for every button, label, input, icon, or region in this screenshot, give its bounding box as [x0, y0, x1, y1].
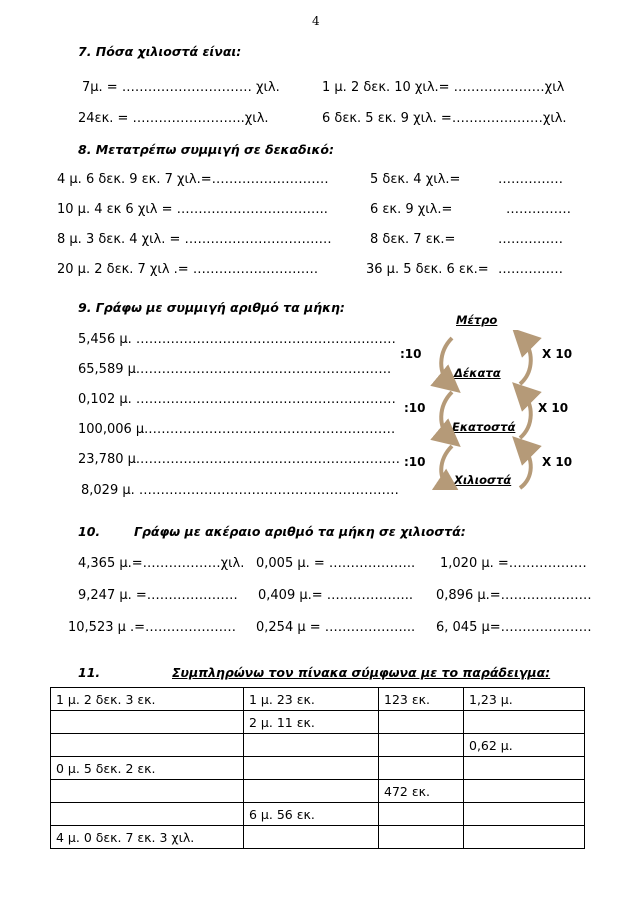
ex8-left-line-1: 4 μ. 6 δεκ. 9 εκ. 7 χιλ.=………………………: [57, 172, 329, 187]
ex8-right-line-1: 5 δεκ. 4 χιλ.=: [370, 172, 461, 187]
diagram-divide-1: :10: [400, 347, 422, 361]
ex8-blank-2: ……………: [506, 202, 571, 217]
ex11-number: 11.: [78, 665, 101, 680]
table-cell: [464, 757, 585, 780]
table-cell: 6 μ. 56 εκ.: [244, 803, 379, 826]
table-cell: [51, 734, 244, 757]
table-cell: [244, 826, 379, 849]
page-number: 4: [312, 14, 320, 28]
table-cell: [464, 826, 585, 849]
table-cell: [51, 711, 244, 734]
ex9-item-5: 23,780 μ.……………………………………………………: [78, 452, 401, 467]
ex9-item-2: 65,589 μ.………………………………………………….: [78, 362, 392, 377]
ex7-title: 7. Πόσα χιλιοστά είναι:: [78, 44, 242, 59]
conversion-arrows: [430, 330, 545, 490]
arrow-down-2: [441, 392, 452, 438]
diagram-label-metro: Μέτρο: [456, 313, 498, 327]
ex9-title: 9. Γράφω με συμμιγή αριθμό τα μήκη:: [78, 300, 345, 315]
diagram-label-dekata: Δέκατα: [454, 366, 501, 380]
ex10-col2-line-1: 0,005 μ. = ………………..: [256, 556, 416, 571]
ex10-col3-line-1: 1,020 μ. =………………: [440, 556, 587, 571]
ex11-title: Συμπληρώνω τον πίνακα σύμφωνα με το παράδειγμα:: [172, 665, 551, 680]
table-row: [51, 711, 585, 734]
ex10-col2-line-3: 0,254 μ = ………………...: [256, 620, 416, 635]
table-cell: 0 μ. 5 δεκ. 2 εκ.: [51, 757, 244, 780]
diagram-multiply-3: Χ 10: [542, 455, 573, 469]
table-row: [51, 826, 585, 849]
table-cell: 4 μ. 0 δεκ. 7 εκ. 3 χιλ.: [51, 826, 244, 849]
diagram-divide-2: :10: [404, 401, 426, 415]
ex7-right-line-1: 1 μ. 2 δεκ. 10 χιλ.= …………………χιλ: [322, 80, 565, 95]
table-cell: 1,23 μ.: [464, 688, 585, 711]
ex8-right-line-2: 6 εκ. 9 χιλ.=: [370, 202, 453, 217]
ex10-col1-line-3: 10,523 μ .=…………………: [68, 620, 237, 635]
arrow-down-3: [441, 446, 452, 488]
conversion-table: [50, 687, 585, 849]
table-cell: [244, 757, 379, 780]
table-cell: [51, 780, 244, 803]
table-cell: [379, 711, 464, 734]
ex10-title: Γράφω με ακέραιο αριθμό τα μήκη σε χιλιοστά:: [134, 524, 466, 539]
table-row: [51, 803, 585, 826]
ex9-item-1: 5,456 μ. ……………………………………………………: [78, 332, 396, 347]
ex10-col1-line-2: 9,247 μ. =…………………: [78, 588, 238, 603]
ex9-item-6: 8,029 μ. ……………………………………………………: [81, 483, 399, 498]
ex8-left-line-3: 8 μ. 3 δεκ. 4 χιλ. = ………………………….…: [57, 232, 332, 247]
ex8-right-line-4: 36 μ. 5 δεκ. 6 εκ.=: [366, 262, 489, 277]
table-cell: [379, 826, 464, 849]
table-cell: 472 εκ.: [379, 780, 464, 803]
diagram-multiply-1: Χ 10: [542, 347, 573, 361]
table-cell: [464, 780, 585, 803]
ex10-col3-line-3: 6, 045 μ=…………………: [436, 620, 592, 635]
ex10-number: 10.: [78, 524, 101, 539]
ex7-right-line-2: 6 δεκ. 5 εκ. 9 χιλ. =…………………χιλ.: [322, 111, 567, 126]
table-row: [51, 734, 585, 757]
ex8-blank-4: ……………: [498, 262, 563, 277]
table-cell: [464, 803, 585, 826]
arrow-down-1: [441, 338, 452, 384]
ex8-title: 8. Μετατρέπω συμμιγή σε δεκαδικό:: [78, 142, 334, 157]
ex10-col2-line-2: 0,409 μ.= ………………..: [258, 588, 414, 603]
table-cell: 2 μ. 11 εκ.: [244, 711, 379, 734]
ex10-col1-line-1: 4,365 μ.=………………χιλ.: [78, 556, 245, 571]
table-cell: [379, 757, 464, 780]
table-cell: [51, 803, 244, 826]
diagram-multiply-2: Χ 10: [538, 401, 569, 415]
table-cell: 1 μ. 2 δεκ. 3 εκ.: [51, 688, 244, 711]
arrow-up-2: [520, 392, 531, 438]
ex8-left-line-4: 20 μ. 2 δεκ. 7 χιλ .= ……………..…………: [57, 262, 319, 277]
ex8-left-line-2: 10 μ. 4 εκ 6 χιλ = ……………………………..: [57, 202, 328, 217]
table-row: [51, 757, 585, 780]
table-cell: [379, 734, 464, 757]
table-cell: 123 εκ.: [379, 688, 464, 711]
table-cell: [244, 734, 379, 757]
arrow-up-3: [520, 446, 531, 488]
table-cell: [244, 780, 379, 803]
ex7-left-line-1: 7μ. = ………………………… χιλ.: [82, 80, 280, 95]
ex7-left-line-2: 24εκ. = ……………………..χιλ.: [78, 111, 269, 126]
table-cell: [379, 803, 464, 826]
ex8-blank-3: ……………: [498, 232, 563, 247]
table-cell: [464, 711, 585, 734]
ex10-col3-line-2: 0,896 μ.=…………………: [436, 588, 592, 603]
arrow-up-1: [520, 338, 531, 384]
ex9-item-4: 100,006 μ.…………………………………………………: [78, 422, 396, 437]
table-cell: 0,62 μ.: [464, 734, 585, 757]
ex8-right-line-3: 8 δεκ. 7 εκ.=: [370, 232, 456, 247]
table-row: [51, 688, 585, 711]
ex9-item-3: 0,102 μ. ……………………………………………………: [78, 392, 396, 407]
table-row: [51, 780, 585, 803]
diagram-label-ekatosta: Εκατοστά: [452, 420, 516, 434]
diagram-divide-3: :10: [404, 455, 426, 469]
table-cell: 1 μ. 23 εκ.: [244, 688, 379, 711]
ex8-blank-1: ……………: [498, 172, 563, 187]
diagram-label-xiliosta: Χιλιοστά: [454, 473, 512, 487]
